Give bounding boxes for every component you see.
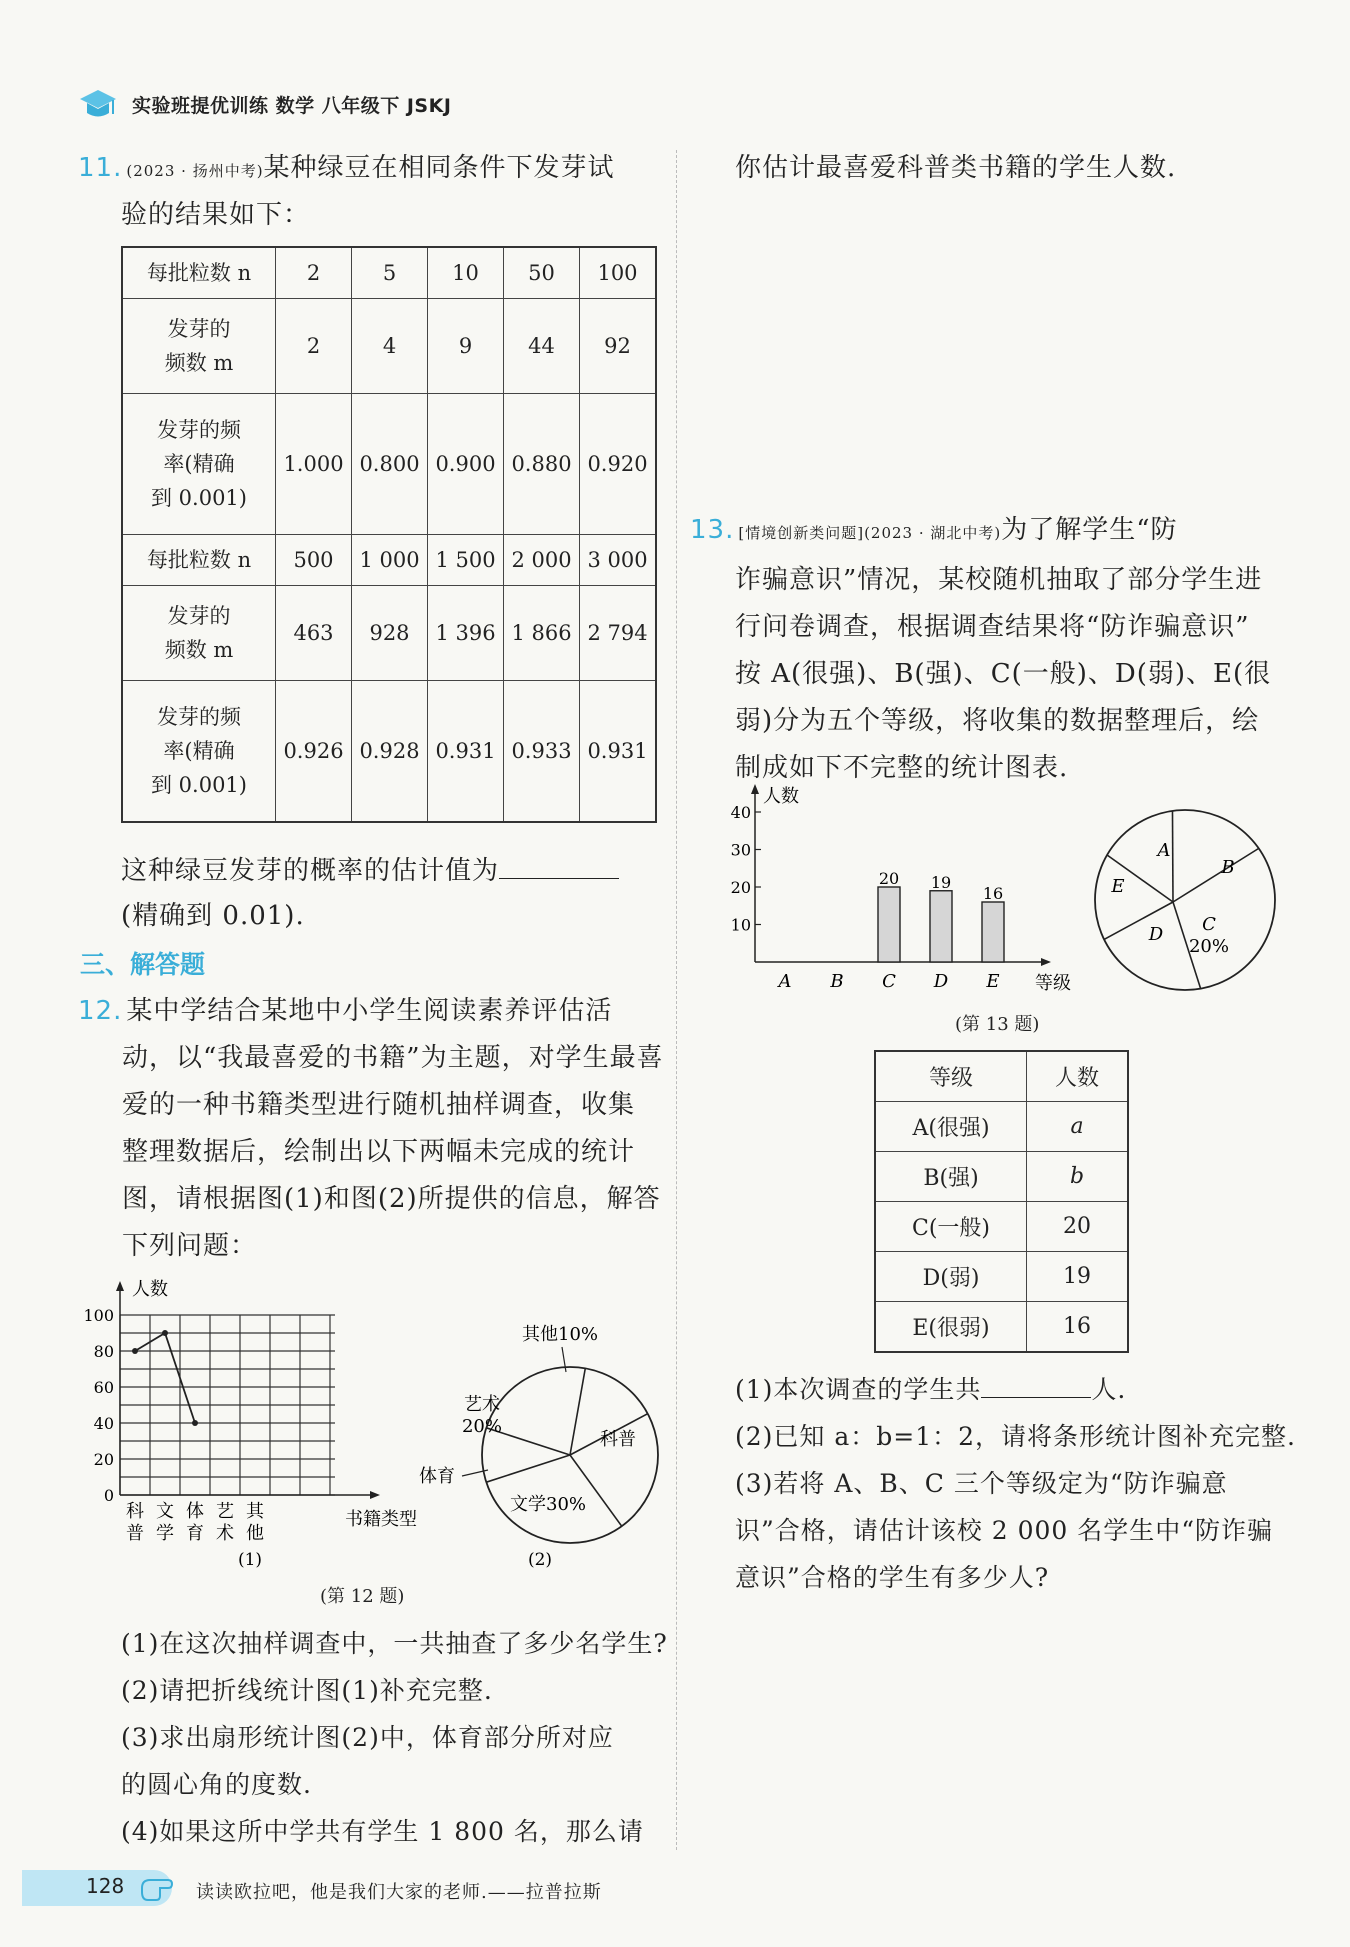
q12-line-2: 爱的一种书籍类型进行随机抽样调查，收集 <box>122 1090 636 1120</box>
q13-source: (2023 · 湖北中考) <box>864 524 1002 542</box>
q11-cell: 1 500 <box>428 535 504 586</box>
pie-divider <box>486 1455 570 1482</box>
q11-table-row <box>122 681 656 823</box>
q11-row-header: 每批粒数 n <box>122 247 276 299</box>
q12-line-1: 动，以“我最喜爱的书籍”为主题，对学生最喜 <box>122 1043 664 1073</box>
q12-line-0: 某中学结合某地中小学生阅读素养评估活 <box>126 996 613 1026</box>
y-tick-label: 100 <box>83 1306 114 1325</box>
q11-line1 <box>78 145 615 195</box>
pie-label: 20% <box>461 1416 503 1437</box>
pie-outline <box>1095 810 1275 990</box>
q13-question-3: (3)若将 A、B、C 三个等级定为“防诈骗意 <box>735 1469 1228 1498</box>
x-tick-label: D <box>933 971 949 992</box>
q11-line2: 验的结果如下： <box>121 200 311 230</box>
q11-cell: 9 <box>428 299 504 394</box>
q13-question-3-cont: 识”合格，请估计该校 2 000 名学生中“防诈骗 <box>735 1516 1274 1545</box>
q13-table-header: 等级 <box>875 1051 1027 1102</box>
q11-row-header: 每批粒数 n <box>122 535 276 586</box>
page-footer <box>0 1862 1350 1922</box>
q12-question-1: (1)在这次抽样调查中，一共抽查了多少名学生? <box>121 1629 668 1658</box>
pie-label: 科普 <box>600 1429 636 1450</box>
q13-cell: B(强) <box>875 1152 1027 1202</box>
q11-cell: 2 <box>276 247 352 299</box>
x-tick-label: E <box>986 971 1000 992</box>
q11-cell: 0.800 <box>352 394 428 535</box>
y-axis-arrow <box>116 1281 124 1291</box>
q12-caption: (第 12 题) <box>320 1586 405 1607</box>
q11-cell: 0.931 <box>428 681 504 823</box>
q13-table-row <box>875 1102 1128 1152</box>
q13-text <box>690 507 1271 792</box>
q13-line-2: 行问卷调查，根据调查结果将“防诈骗意识” <box>735 612 1250 642</box>
q11-cell: 2 794 <box>580 586 657 681</box>
q11-table-row <box>122 535 656 586</box>
q11-cell: 4 <box>352 299 428 394</box>
q13-line-3: 按 A(很强)、B(强)、C(一般)、D(弱)、E(很 <box>735 659 1272 689</box>
q11-cell: 5 <box>352 247 428 299</box>
x-tick-label: 术 <box>216 1523 234 1544</box>
y-tick-label: 30 <box>730 840 751 860</box>
q11-cell: 10 <box>428 247 504 299</box>
x-axis-arrow <box>1041 958 1051 966</box>
q13-cell: b <box>1027 1152 1129 1202</box>
q11-table <box>121 246 657 823</box>
q13-tag: [情境创新类问题] <box>738 524 865 542</box>
column-divider <box>676 150 677 1850</box>
q11-cell: 0.931 <box>580 681 657 823</box>
x-tick-label: 科 <box>126 1501 144 1522</box>
q13-line-5: 制成如下不完整的统计图表. <box>735 753 1069 783</box>
q13-line-1: 诈骗意识”情况，某校随机抽取了部分学生进 <box>735 565 1263 595</box>
q11-table-row <box>122 586 656 681</box>
data-point <box>192 1420 198 1426</box>
data-label: 19 <box>930 872 952 892</box>
y-axis-label: 人数 <box>763 786 799 807</box>
y-axis-arrow <box>751 784 759 794</box>
footer-quote: 读读欧拉吧，他是我们大家的老师.——拉普拉斯 <box>196 1882 602 1903</box>
y-tick-label: 80 <box>93 1342 114 1361</box>
pie-label: E <box>1111 876 1125 897</box>
q11-cell: 2 000 <box>504 535 580 586</box>
pie-label: A <box>1157 840 1171 861</box>
q13-question-1: (1)本次调查的学生共 <box>735 1375 982 1404</box>
q11-cell: 1 866 <box>504 586 580 681</box>
x-tick-label: 其 <box>246 1501 264 1522</box>
pie-label: 20% <box>1188 936 1230 957</box>
q13-table-row <box>875 1152 1128 1202</box>
y-axis-label: 人数 <box>132 1279 168 1300</box>
q11-answer-text: 这种绿豆发芽的概率的估计值为 <box>121 856 500 886</box>
q13-table <box>874 1050 1129 1353</box>
q13-table-header: 人数 <box>1027 1051 1129 1102</box>
q12-line <box>78 988 664 1035</box>
q13-cell: 20 <box>1027 1202 1129 1252</box>
q12-continuation: 你估计最喜爱科普类书籍的学生人数. <box>735 153 1177 183</box>
x-tick-label: A <box>778 971 792 992</box>
q11-table-row <box>122 299 656 394</box>
q12-pie-chart <box>410 1310 680 1570</box>
q12-text <box>78 988 664 1270</box>
q11-cell: 0.900 <box>428 394 504 535</box>
q11-cell: 92 <box>580 299 657 394</box>
q13-cell: A(很强) <box>875 1102 1027 1152</box>
x-tick-label: B <box>830 971 844 992</box>
q11-cell: 500 <box>276 535 352 586</box>
pointing-hand-icon <box>138 1866 178 1906</box>
q13-question-1-unit: 人. <box>1091 1375 1127 1404</box>
x-axis-label: 等级 <box>1035 973 1071 994</box>
q11-row-header: 发芽的频 率(精确 到 0.001) <box>122 394 276 535</box>
q12-fig2-label: (2) <box>527 1550 553 1570</box>
header-title: 实验班提优训练 数学 八年级下 JSKJ <box>132 94 452 117</box>
graduation-cap-icon <box>78 86 118 122</box>
q11-cell: 50 <box>504 247 580 299</box>
x-tick-label: 文 <box>156 1501 174 1522</box>
series-line <box>135 1333 195 1423</box>
q13-pie-chart <box>1085 800 1285 1000</box>
q13-cell: D(弱) <box>875 1252 1027 1302</box>
q13-question-2: (2)已知 a：b=1：2，请将条形统计图补充完整. <box>735 1422 1296 1451</box>
q12-fig1-label: (1) <box>237 1550 263 1570</box>
pie-divider <box>1173 848 1259 902</box>
q12-line-3: 整理数据后，绘制出以下两幅未完成的统计 <box>122 1137 636 1167</box>
q11-answer-blank[interactable] <box>499 877 619 879</box>
q13-cell: E(很弱) <box>875 1302 1027 1353</box>
q11-source: (2023 · 扬州中考) <box>126 162 264 180</box>
q11-cell: 0.880 <box>504 394 580 535</box>
q12-questions <box>121 1620 668 1855</box>
pie-divider <box>1172 811 1173 902</box>
bar <box>878 887 900 962</box>
y-tick-label: 20 <box>93 1450 114 1469</box>
q11-table-row <box>122 394 656 535</box>
x-tick-label: 学 <box>156 1523 174 1544</box>
pie-divider <box>570 1368 585 1455</box>
y-tick-label: 40 <box>730 803 751 822</box>
data-label: 16 <box>982 884 1004 903</box>
page-header <box>78 84 451 124</box>
x-axis-arrow <box>370 1491 380 1499</box>
x-tick-label: 他 <box>246 1523 264 1544</box>
q12-line-4: 图，请根据图(1)和图(2)所提供的信息，解答 <box>122 1184 661 1214</box>
q12-question-2: (2)请把折线统计图(1)补充完整. <box>121 1676 493 1705</box>
q11-cell: 1.000 <box>276 394 352 535</box>
q13-caption: (第 13 题) <box>955 1014 1040 1035</box>
q13-line-4: 弱)分为五个等级，将收集的数据整理后，绘 <box>735 706 1260 736</box>
q12-question-3-cont: 的圆心角的度数. <box>121 1770 312 1799</box>
q13-cell: a <box>1027 1102 1129 1152</box>
q11-cell: 0.933 <box>504 681 580 823</box>
pie-label: D <box>1148 924 1164 945</box>
data-point <box>132 1348 138 1354</box>
q11-cell: 1 396 <box>428 586 504 681</box>
q11-number: 11. <box>78 153 123 183</box>
q12-question-4: (4)如果这所中学共有学生 1 800 名，那么请 <box>121 1817 644 1846</box>
pie-label: C <box>1202 914 1216 935</box>
q13-table-row <box>875 1302 1128 1353</box>
pie-divider <box>570 1455 622 1526</box>
q12-question-3: (3)求出扇形统计图(2)中，体育部分所对应 <box>121 1723 614 1752</box>
q11-row-header: 发芽的 频数 m <box>122 586 276 681</box>
q11-cell: 3 000 <box>580 535 657 586</box>
x-tick-label: 体 <box>186 1501 204 1522</box>
y-tick-label: 60 <box>93 1378 114 1397</box>
q13-line-0: 为了解学生“防 <box>1001 515 1178 545</box>
pie-label: 其他10% <box>522 1324 599 1345</box>
x-tick-label: 普 <box>126 1523 144 1544</box>
q13-cell: C(一般) <box>875 1202 1027 1252</box>
pie-label: 文学30% <box>510 1494 587 1515</box>
q11-answer-precision: (精确到 0.01). <box>121 901 305 931</box>
x-tick-label: C <box>882 971 896 992</box>
y-tick-label: 10 <box>730 915 751 935</box>
q13-answer-blank[interactable] <box>981 1396 1091 1398</box>
q11-cell: 0.920 <box>580 394 657 535</box>
q13-question-3-end: 意识”合格的学生有多少人? <box>735 1563 1050 1592</box>
q11-cell: 1 000 <box>352 535 428 586</box>
q11-table-row <box>122 247 656 299</box>
q11-cell: 2 <box>276 299 352 394</box>
x-tick-label: 育 <box>186 1523 204 1544</box>
q11-cell: 44 <box>504 299 580 394</box>
q11-cell: 928 <box>352 586 428 681</box>
x-axis-label: 书籍类型 <box>345 1509 417 1530</box>
pie-label: B <box>1221 857 1235 878</box>
section-title: 三、解答题 <box>80 950 206 979</box>
q11-row-header: 发芽的频 率(精确 到 0.001) <box>122 681 276 823</box>
bar <box>982 902 1004 962</box>
q12-line-5: 下列问题： <box>122 1231 258 1261</box>
y-tick-label: 20 <box>730 878 751 897</box>
q13-cell: 19 <box>1027 1252 1129 1302</box>
q12-line-chart <box>70 1270 430 1570</box>
x-tick-label: 艺 <box>216 1501 234 1522</box>
q11-text: 某种绿豆在相同条件下发芽试 <box>263 153 615 183</box>
q13-number: 13. <box>690 515 735 545</box>
data-label: 20 <box>878 869 900 888</box>
q11-row-header: 发芽的 频数 m <box>122 299 276 394</box>
data-point <box>162 1330 168 1336</box>
pie-label: 艺术 <box>464 1394 500 1415</box>
q11-cell: 463 <box>276 586 352 681</box>
q11-cell: 0.928 <box>352 681 428 823</box>
y-tick-label: 0 <box>103 1486 114 1505</box>
q13-questions <box>735 1366 1296 1601</box>
q11-answer-line <box>121 848 619 895</box>
pie-leader-line <box>562 1347 566 1372</box>
bar <box>930 891 952 962</box>
q13-table-row <box>875 1252 1128 1302</box>
q11-cell: 0.926 <box>276 681 352 823</box>
page-number: 128 <box>86 1874 125 1898</box>
q12-number: 12. <box>78 996 123 1026</box>
q13-cell: 16 <box>1027 1302 1129 1353</box>
q11-cell: 100 <box>580 247 657 299</box>
q13-bar-chart <box>715 780 1071 1000</box>
y-tick-label: 40 <box>93 1414 114 1433</box>
q13-table-row <box>875 1202 1128 1252</box>
pie-label: 体育 <box>419 1466 455 1487</box>
